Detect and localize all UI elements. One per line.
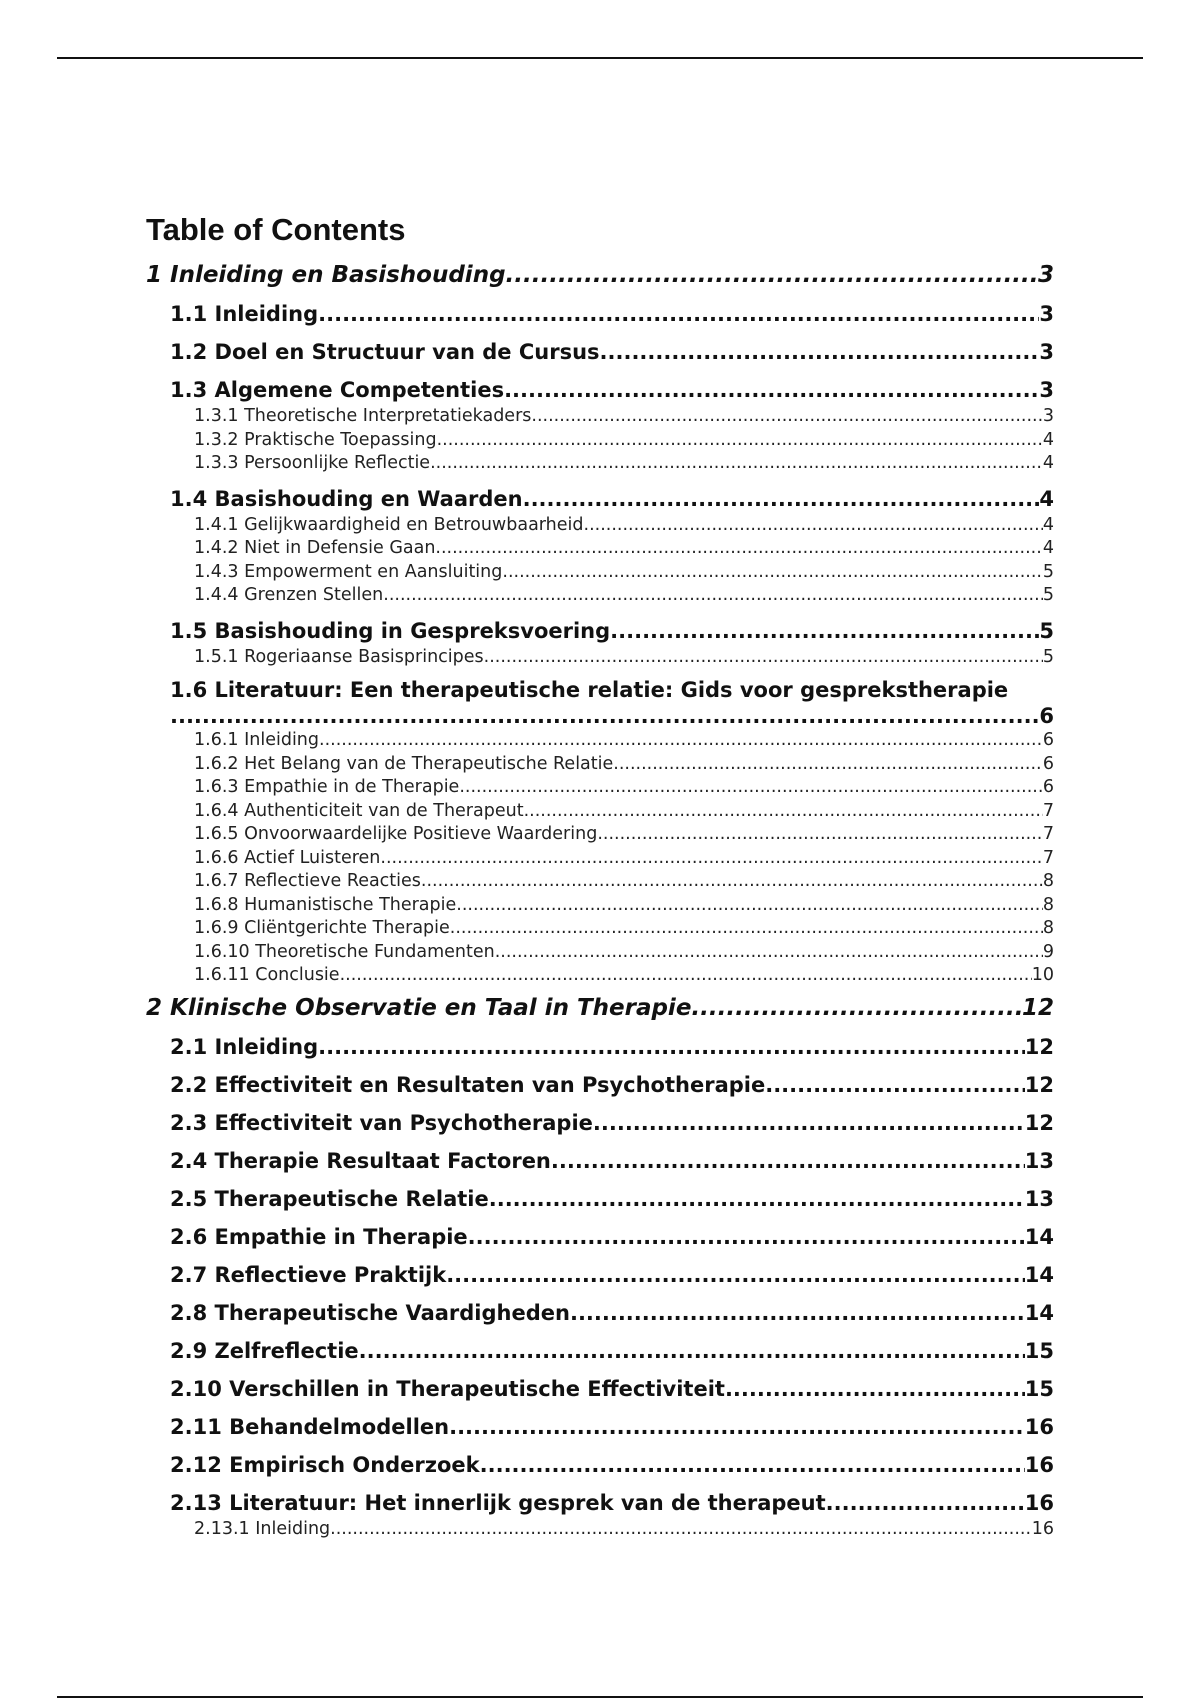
toc-dot-leader — [456, 894, 1043, 918]
toc-entry-page: 12 — [1024, 1072, 1054, 1097]
toc-dot-leader — [430, 452, 1043, 476]
toc-entry-label: 2.5 Therapeutische Relatie — [170, 1186, 489, 1211]
toc-entry-level-1[interactable] — [146, 993, 1054, 1024]
toc-entry-page: 3 — [1037, 262, 1054, 288]
toc-entry-level-2[interactable] — [146, 1108, 1054, 1138]
toc-entry-page: 7 — [1042, 824, 1054, 844]
toc-entry-level-2[interactable] — [146, 1222, 1054, 1252]
toc-entry-page: 4 — [1042, 453, 1054, 473]
toc-entry-page: 5 — [1042, 561, 1054, 582]
toc-dot-leader — [359, 1336, 1025, 1366]
toc-entry-page: 7 — [1042, 847, 1054, 868]
toc-entry-level-3[interactable] — [146, 584, 1054, 608]
toc-entry-page: 6 — [1039, 704, 1054, 728]
toc-entry-level-3[interactable] — [146, 964, 1054, 988]
toc-dot-leader — [593, 1108, 1025, 1138]
toc-entry-page: 16 — [1024, 1490, 1054, 1515]
toc-entry-page: 6 — [1042, 777, 1054, 797]
toc-entry-label: 1.5.1 Rogeriaanse Basisprincipes — [194, 646, 484, 667]
toc-entry-level-2[interactable] — [146, 616, 1054, 646]
toc-entry-label: 1.6.6 Actief Luisteren — [194, 847, 381, 868]
toc-entries — [146, 260, 1054, 1541]
toc-dot-leader — [826, 1488, 1025, 1518]
toc-entry-level-3[interactable] — [146, 452, 1054, 476]
toc-entry-page: 15 — [1024, 1376, 1054, 1401]
toc-entry-level-1[interactable] — [146, 260, 1054, 291]
toc-entry-label: 1.2 Doel en Structuur van de Cursus — [170, 340, 600, 364]
toc-entry-label: 1.1 Inleiding — [170, 302, 319, 326]
toc-entry-page: 5 — [1042, 585, 1054, 605]
toc-entry-level-3[interactable] — [146, 800, 1054, 824]
toc-dot-leader — [600, 337, 1040, 367]
toc-entry-page: 4 — [1042, 538, 1054, 558]
toc-dot-leader — [380, 847, 1042, 871]
toc-entry-page: 14 — [1024, 1224, 1054, 1249]
toc-dot-leader — [502, 561, 1042, 585]
toc-entry-label: 2.6 Empathie in Therapie — [170, 1224, 468, 1249]
toc-entry-level-2[interactable] — [146, 299, 1054, 329]
toc-entry-level-2[interactable] — [146, 1184, 1054, 1214]
toc-dot-leader — [435, 537, 1042, 561]
toc-entry-label: 1.6.4 Authenticiteit van de Therapeut — [194, 800, 524, 821]
toc-entry-label: 1.6 Literatuur: Een therapeutische relatie: Gids voor gesprekstherapie — [170, 678, 1009, 702]
toc-entry-label: 1.6.8 Humanistische Therapie — [194, 894, 457, 915]
toc-entry-label: 1.4.2 Niet in Defensie Gaan — [194, 538, 436, 558]
toc-entry-label: 2.1 Inleiding — [170, 1034, 319, 1059]
toc-dot-leader — [584, 514, 1043, 538]
toc-entry-level-2[interactable] — [146, 1374, 1054, 1404]
toc-entry-label: 1.6.2 Het Belang van de Therapeutische Relatie — [194, 753, 614, 774]
toc-entry-label: 1.6.9 Cliëntgerichte Therapie — [194, 918, 450, 938]
toc-entry-label: 2.10 Verschillen in Therapeutische Effectiviteit — [170, 1376, 725, 1401]
toc-entry-label: 1.6.1 Inleiding — [194, 730, 320, 750]
toc-entry-label: 2.8 Therapeutische Vaardigheden — [170, 1300, 570, 1325]
toc-entry-level-3[interactable] — [146, 823, 1054, 847]
toc-entry-label: 1.6.3 Empathie in de Therapie — [194, 777, 460, 797]
toc-dot-leader — [506, 260, 1038, 291]
toc-entry-level-2[interactable] — [146, 1070, 1054, 1100]
toc-entry-page: 14 — [1024, 1262, 1054, 1287]
toc-dot-leader — [613, 753, 1043, 777]
toc-dot-leader — [765, 1070, 1025, 1100]
toc-dot-leader — [450, 917, 1043, 941]
toc-entry-label: 1.6.5 Onvoorwaardelijke Positieve Waardering — [194, 824, 598, 844]
toc-dot-leader — [340, 964, 1032, 988]
toc-entry-page: 9 — [1042, 941, 1054, 962]
toc-entry-page: 16 — [1024, 1452, 1054, 1477]
toc-dot-leader — [610, 616, 1039, 646]
toc-entry-page: 14 — [1024, 1300, 1054, 1325]
toc-dot-leader — [449, 1412, 1025, 1442]
toc-entry-page: 12 — [1024, 1034, 1054, 1059]
toc-entry-page: 16 — [1024, 1414, 1054, 1439]
toc-entry-level-3[interactable] — [146, 429, 1054, 453]
toc-dot-leader — [725, 1374, 1025, 1404]
toc-dot-leader — [319, 729, 1043, 753]
toc-entry-label: 2.9 Zelfreflectie — [170, 1338, 359, 1363]
toc-title: Table of Contents — [146, 212, 406, 247]
toc-entry-level-2[interactable] — [146, 1298, 1054, 1328]
toc-entry-level-2[interactable] — [146, 375, 1054, 405]
toc-entry-level-2[interactable] — [146, 484, 1054, 514]
toc-entry-level-3[interactable] — [146, 646, 1054, 670]
table-of-contents — [146, 205, 1054, 1541]
toc-dot-leader — [489, 1184, 1025, 1214]
toc-entry-label: 1.6.10 Theoretische Fundamenten — [194, 941, 495, 962]
toc-entry-level-3[interactable] — [146, 917, 1054, 941]
toc-entry-page: 4 — [1042, 514, 1054, 535]
toc-entry-page: 7 — [1042, 800, 1054, 821]
toc-dot-leader — [170, 703, 1039, 729]
toc-entry-level-2[interactable] — [146, 1450, 1054, 1480]
footer-rule — [57, 1696, 1143, 1698]
toc-entry-page: 8 — [1042, 894, 1054, 915]
toc-entry-label: 1.4.3 Empowerment en Aansluiting — [194, 561, 503, 582]
toc-entry-page: 4 — [1042, 429, 1054, 450]
toc-entry-level-3[interactable] — [146, 561, 1054, 585]
toc-dot-leader — [318, 1032, 1025, 1062]
toc-entry-level-2[interactable] — [146, 1488, 1054, 1518]
toc-entry-label: 1.3.1 Theoretische Interpretatiekaders — [194, 406, 532, 426]
toc-entry-page: 3 — [1042, 406, 1054, 426]
toc-entry-label: 2 Klinische Observatie en Taal in Therapie — [146, 994, 692, 1021]
toc-entry-level-3[interactable] — [146, 870, 1054, 894]
toc-entry-level-2[interactable] — [146, 677, 1054, 729]
toc-entry-label: 1.4 Basishouding en Waarden — [170, 486, 523, 511]
toc-dot-leader — [691, 993, 1022, 1024]
toc-entry-page: 3 — [1039, 378, 1054, 402]
toc-entry-level-3[interactable] — [146, 405, 1054, 429]
toc-entry-page: 6 — [1042, 730, 1054, 750]
toc-entry-level-3[interactable] — [146, 847, 1054, 871]
toc-dot-leader — [551, 1146, 1025, 1176]
toc-dot-leader — [524, 800, 1043, 824]
toc-entry-page: 5 — [1039, 618, 1054, 643]
toc-entry-level-3[interactable] — [146, 729, 1054, 753]
toc-dot-leader — [495, 941, 1043, 965]
toc-entry-label: 2.4 Therapie Resultaat Factoren — [170, 1148, 551, 1173]
toc-entry-label: 1.3.2 Praktische Toepassing — [194, 429, 437, 450]
toc-dot-leader — [468, 1222, 1025, 1252]
toc-entry-page: 12 — [1021, 994, 1054, 1021]
toc-dot-leader — [504, 375, 1039, 405]
toc-entry-level-2[interactable] — [146, 1260, 1054, 1290]
toc-entry-level-3[interactable] — [146, 537, 1054, 561]
toc-entry-label: 1.5 Basishouding in Gespreksvoering — [170, 618, 611, 643]
toc-entry-label: 2.2 Effectiviteit en Resultaten van Psychotherapie — [170, 1072, 766, 1097]
toc-entry-page: 8 — [1042, 871, 1054, 891]
toc-entry-label: 2.11 Behandelmodellen — [170, 1414, 450, 1439]
toc-entry-label: 2.13 Literatuur: Het innerlijk gesprek van de therapeut — [170, 1490, 826, 1515]
toc-entry-label: 2.13.1 Inleiding — [194, 1518, 331, 1539]
toc-entry-label: 1.3 Algemene Competenties — [170, 378, 505, 402]
toc-entry-label: 1.6.11 Conclusie — [194, 965, 340, 985]
toc-dot-leader — [330, 1518, 1032, 1542]
toc-dot-leader — [437, 429, 1043, 453]
toc-entry-label: 1 Inleiding en Basishouding — [146, 262, 506, 288]
toc-entry-page: 3 — [1039, 302, 1054, 326]
toc-entry-page: 15 — [1024, 1338, 1054, 1363]
toc-entry-page: 12 — [1024, 1110, 1054, 1135]
toc-dot-leader — [421, 870, 1043, 894]
toc-entry-label: 1.4.1 Gelijkwaardigheid en Betrouwbaarheid — [194, 514, 584, 535]
toc-dot-leader — [523, 484, 1040, 514]
toc-dot-leader — [446, 1260, 1025, 1290]
toc-entry-page: 10 — [1031, 965, 1054, 985]
toc-entry-label: 2.7 Reflectieve Praktijk — [170, 1262, 447, 1287]
toc-entry-label: 1.3.3 Persoonlijke Reflectie — [194, 453, 431, 473]
toc-dot-leader — [383, 584, 1043, 608]
toc-entry-page: 13 — [1024, 1148, 1054, 1173]
toc-entry-label: 2.12 Empirisch Onderzoek — [170, 1452, 480, 1477]
toc-entry-label: 1.4.4 Grenzen Stellen — [194, 585, 384, 605]
toc-entry-level-2[interactable] — [146, 337, 1054, 367]
toc-entry-level-3[interactable] — [146, 514, 1054, 538]
toc-dot-leader — [531, 405, 1042, 429]
toc-dot-leader — [597, 823, 1043, 847]
toc-dot-leader — [480, 1450, 1025, 1480]
toc-dot-leader — [318, 299, 1039, 329]
toc-entry-level-2[interactable] — [146, 1336, 1054, 1366]
toc-entry-page: 4 — [1039, 486, 1054, 511]
toc-entry-label: 1.6.7 Reflectieve Reacties — [194, 871, 421, 891]
toc-entry-level-3[interactable] — [146, 753, 1054, 777]
toc-entry-level-3[interactable] — [146, 941, 1054, 965]
toc-entry-page: 5 — [1042, 646, 1054, 667]
toc-entry-level-2[interactable] — [146, 1032, 1054, 1062]
toc-entry-level-2[interactable] — [146, 1412, 1054, 1442]
toc-entry-page: 13 — [1024, 1186, 1054, 1211]
toc-entry-level-3[interactable] — [146, 894, 1054, 918]
toc-entry-level-2[interactable] — [146, 1146, 1054, 1176]
toc-entry-page: 16 — [1031, 1518, 1054, 1539]
toc-dot-leader — [459, 776, 1043, 800]
toc-entry-page: 6 — [1042, 753, 1054, 774]
toc-dot-leader — [570, 1298, 1025, 1328]
header-rule — [57, 57, 1143, 59]
toc-entry-page: 8 — [1042, 918, 1054, 938]
toc-entry-label: 2.3 Effectiviteit van Psychotherapie — [170, 1110, 593, 1135]
toc-entry-page: 3 — [1039, 340, 1054, 364]
toc-entry-level-3[interactable] — [146, 1518, 1054, 1542]
toc-entry-level-3[interactable] — [146, 776, 1054, 800]
toc-dot-leader — [484, 646, 1043, 670]
